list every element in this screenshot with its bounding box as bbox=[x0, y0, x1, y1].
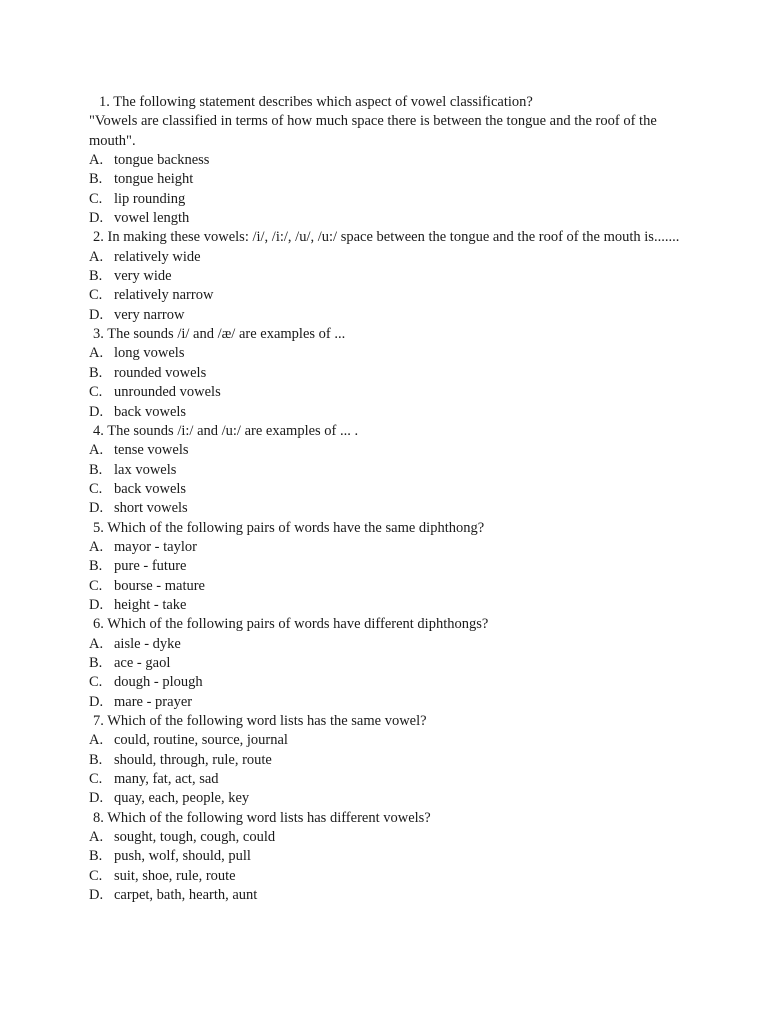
answer-option bbox=[89, 403, 689, 422]
question-stem bbox=[89, 809, 689, 828]
answer-option bbox=[89, 789, 689, 808]
option-letter: D. bbox=[89, 500, 104, 517]
option-text: relatively narrow bbox=[114, 287, 214, 304]
answer-option bbox=[89, 286, 689, 305]
option-letter: C. bbox=[89, 577, 103, 594]
question-number: 2. bbox=[93, 229, 104, 246]
answer-option bbox=[89, 248, 689, 267]
question-block bbox=[89, 93, 689, 228]
answer-option bbox=[89, 731, 689, 750]
option-text: pure - future bbox=[114, 558, 187, 575]
answer-option bbox=[89, 383, 689, 402]
option-letter: B. bbox=[89, 461, 103, 478]
option-letter: B. bbox=[89, 558, 103, 575]
option-text: short vowels bbox=[114, 500, 188, 517]
answer-option bbox=[89, 209, 689, 228]
answer-option bbox=[89, 673, 689, 692]
option-letter: B. bbox=[89, 364, 103, 381]
option-letter: D. bbox=[89, 306, 104, 323]
answer-option bbox=[89, 693, 689, 712]
answer-option bbox=[89, 770, 689, 789]
option-letter: A. bbox=[89, 732, 104, 749]
quiz-document bbox=[89, 93, 689, 905]
answer-option bbox=[89, 441, 689, 460]
option-text: rounded vowels bbox=[114, 364, 207, 381]
option-text: tongue height bbox=[114, 171, 194, 188]
option-text: height - take bbox=[114, 596, 187, 613]
option-text: suit, shoe, rule, route bbox=[114, 867, 236, 884]
answer-option bbox=[89, 151, 689, 170]
answer-option bbox=[89, 190, 689, 209]
option-text: aisle - dyke bbox=[114, 635, 181, 652]
option-letter: A. bbox=[89, 248, 104, 265]
option-letter: C. bbox=[89, 190, 103, 207]
option-letter: C. bbox=[89, 384, 103, 401]
option-text: push, wolf, should, pull bbox=[114, 848, 251, 865]
question-block bbox=[89, 325, 689, 422]
answer-option bbox=[89, 828, 689, 847]
question-block bbox=[89, 712, 689, 809]
option-letter: A. bbox=[89, 152, 104, 169]
question-block bbox=[89, 422, 689, 519]
question-number: 4. bbox=[93, 422, 104, 439]
option-letter: C. bbox=[89, 674, 103, 691]
question-text: Which of the following word lists has the same vowel? bbox=[107, 713, 427, 729]
option-text: tense vowels bbox=[114, 442, 189, 459]
option-letter: D. bbox=[89, 887, 104, 904]
answer-option bbox=[89, 867, 689, 886]
answer-option bbox=[89, 557, 689, 576]
answer-option bbox=[89, 306, 689, 325]
answer-option bbox=[89, 267, 689, 286]
option-letter: D. bbox=[89, 790, 104, 807]
quoted-statement: "Vowels are classified in terms of how much space there is between the tongue and the roof of the mouth". bbox=[89, 113, 657, 149]
option-letter: D. bbox=[89, 210, 104, 227]
question-text: The sounds /i/ and /æ/ are examples of ... bbox=[107, 326, 346, 343]
option-text: quay, each, people, key bbox=[114, 790, 250, 807]
question-text: The following statement describes which aspect of vowel classification? bbox=[113, 94, 533, 110]
question-stem bbox=[89, 615, 689, 634]
option-letter: B. bbox=[89, 268, 103, 285]
answer-option bbox=[89, 170, 689, 189]
option-letter: B. bbox=[89, 751, 103, 768]
question-block bbox=[89, 809, 689, 906]
option-text: should, through, rule, route bbox=[114, 751, 272, 768]
option-letter: B. bbox=[89, 848, 103, 865]
question-stem bbox=[89, 325, 689, 344]
option-text: mayor - taylor bbox=[114, 538, 197, 555]
option-text: back vowels bbox=[114, 403, 187, 420]
option-text: lax vowels bbox=[114, 461, 177, 478]
option-text: many, fat, act, sad bbox=[114, 771, 219, 788]
option-text: vowel length bbox=[114, 210, 190, 227]
answer-option bbox=[89, 577, 689, 596]
question-stem bbox=[89, 228, 689, 247]
answer-option bbox=[89, 538, 689, 557]
option-text: unrounded vowels bbox=[114, 384, 221, 401]
answer-option bbox=[89, 596, 689, 615]
option-letter: B. bbox=[89, 171, 103, 188]
option-text: very narrow bbox=[114, 306, 185, 323]
option-letter: C. bbox=[89, 867, 103, 884]
option-letter: C. bbox=[89, 771, 103, 788]
question-text: Which of the following pairs of words have different diphthongs? bbox=[107, 616, 489, 633]
option-text: sought, tough, cough, could bbox=[114, 829, 276, 846]
option-text: carpet, bath, hearth, aunt bbox=[114, 887, 258, 904]
answer-option bbox=[89, 461, 689, 480]
question-block bbox=[89, 228, 689, 325]
option-text: lip rounding bbox=[114, 190, 186, 207]
answer-option bbox=[89, 886, 689, 905]
question-number: 1. bbox=[99, 94, 110, 110]
option-text: back vowels bbox=[114, 480, 187, 497]
option-text: mare - prayer bbox=[114, 693, 193, 710]
option-text: tongue backness bbox=[114, 152, 210, 169]
answer-option bbox=[89, 480, 689, 499]
question-number: 3. bbox=[93, 326, 104, 343]
question-number: 5. bbox=[93, 519, 104, 536]
option-letter: A. bbox=[89, 442, 104, 459]
option-letter: A. bbox=[89, 829, 104, 846]
answer-option bbox=[89, 364, 689, 383]
option-letter: A. bbox=[89, 635, 104, 652]
question-block bbox=[89, 615, 689, 712]
option-letter: B. bbox=[89, 654, 103, 671]
answer-option bbox=[89, 654, 689, 673]
answer-option bbox=[89, 499, 689, 518]
option-letter: D. bbox=[89, 596, 104, 613]
option-text: could, routine, source, journal bbox=[114, 732, 288, 749]
option-letter: C. bbox=[89, 287, 103, 304]
question-stem bbox=[89, 93, 689, 112]
option-text: relatively wide bbox=[114, 248, 201, 265]
option-text: dough - plough bbox=[114, 674, 203, 691]
answer-option bbox=[89, 847, 689, 866]
question-number: 6. bbox=[93, 616, 104, 633]
option-letter: A. bbox=[89, 538, 104, 555]
question-text: In making these vowels: /i/, /i:/, /u/, /u:/ space between the tongue and the roof of the mouth is....... bbox=[107, 229, 680, 246]
option-letter: D. bbox=[89, 403, 104, 420]
question-stem bbox=[89, 712, 689, 731]
option-letter: C. bbox=[89, 480, 103, 497]
question-text: Which of the following word lists has different vowels? bbox=[107, 809, 431, 826]
answer-option bbox=[89, 751, 689, 770]
option-letter: A. bbox=[89, 345, 104, 362]
question-block bbox=[89, 519, 689, 616]
question-number: 8. bbox=[93, 809, 104, 826]
question-stem bbox=[89, 422, 689, 441]
option-text: long vowels bbox=[114, 345, 185, 362]
answer-option bbox=[89, 635, 689, 654]
option-text: bourse - mature bbox=[114, 577, 205, 594]
question-text: Which of the following pairs of words have the same diphthong? bbox=[107, 519, 485, 536]
option-letter: D. bbox=[89, 693, 104, 710]
option-text: ace - gaol bbox=[114, 654, 171, 671]
question-text: The sounds /i:/ and /u:/ are examples of ... . bbox=[107, 422, 359, 439]
question-number: 7. bbox=[93, 713, 104, 729]
option-text: very wide bbox=[114, 268, 172, 285]
question-stem bbox=[89, 519, 689, 538]
answer-option bbox=[89, 344, 689, 363]
